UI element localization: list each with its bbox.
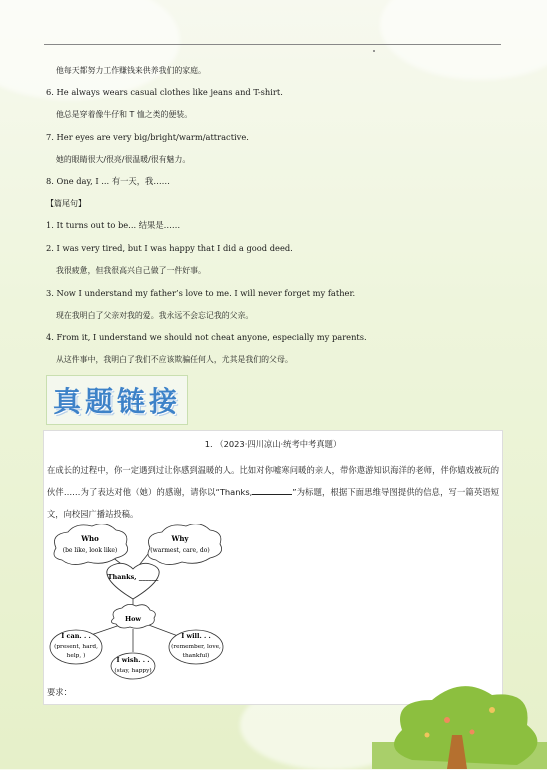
mind-map bbox=[48, 524, 228, 684]
iwish-ellipse bbox=[111, 653, 155, 679]
why-sub: (warmest, care, do) bbox=[150, 547, 210, 554]
question-text-after: ”为标题，根据下面思维导图提供的信息，写一篇英语短文，向校园广播站投稿。 bbox=[47, 487, 499, 519]
list-item: 从这件事中，我明白了我们不应该欺骗任何人，尤其是我们的父母。 bbox=[56, 355, 293, 364]
iwill-ellipse bbox=[169, 630, 223, 664]
list-item: 2. I was very tired, but I was happy that I did a good deed. bbox=[46, 243, 293, 253]
who-title: Who bbox=[81, 534, 99, 543]
who-cloud bbox=[54, 524, 128, 565]
ican-sub2: help, ) bbox=[66, 653, 86, 659]
iwill-title: I will. . . bbox=[181, 632, 211, 640]
why-title: Why bbox=[171, 534, 189, 543]
list-item: 7. Her eyes are very big/bright/warm/attractive. bbox=[46, 132, 249, 142]
question-text-before: 在成长的过程中，你一定遇到过让你感到温暖的人。比如对你嘘寒问暖的亲人，带你遨游知识海洋的老师，伴你嬉戏被玩的伙伴……为了表达对他（她）的感谢，请你以“Thanks, bbox=[47, 465, 499, 497]
question-panel bbox=[43, 430, 503, 705]
ican-sub1: (present, hard, bbox=[54, 644, 98, 650]
iwill-sub1: (remember, love, bbox=[171, 644, 221, 650]
why-cloud bbox=[148, 524, 222, 565]
question-text bbox=[47, 459, 499, 525]
list-item: 3. Now I understand my father’s love to me. I will never forget my father. bbox=[46, 288, 356, 298]
list-item: 她的眼睛很大/很亮/很温暖/很有魅力。 bbox=[56, 155, 191, 164]
list-item: 4. From it, I understand we should not cheat anyone, especially my parents. bbox=[46, 332, 367, 342]
requirement-label: 要求： bbox=[47, 687, 72, 697]
list-item: 我很疲惫，但我很高兴自己做了一件好事。 bbox=[56, 266, 206, 275]
iwish-title: I wish. . . bbox=[116, 656, 150, 664]
list-item: 1. It turns out to be... 结果是…… bbox=[46, 220, 181, 230]
iwish-sub: (stay, happy) bbox=[114, 668, 152, 674]
list-item: 他每天都努力工作赚钱来供养我们的家庭。 bbox=[56, 66, 206, 75]
how-label: How bbox=[124, 615, 142, 623]
thanks-heart bbox=[107, 563, 159, 599]
background-cloud bbox=[380, 0, 547, 80]
ican-ellipse bbox=[50, 630, 102, 664]
list-item: 6. He always wears casual clothes like jeans and T-shirt. bbox=[46, 87, 283, 97]
header-rule bbox=[44, 44, 501, 45]
section-header: 【篇尾句】 bbox=[46, 199, 86, 208]
section-banner: 真题链接 bbox=[46, 375, 188, 425]
title-blank bbox=[252, 494, 292, 495]
list-item: 他总是穿着像牛仔和 T 恤之类的便装。 bbox=[56, 110, 193, 119]
list-item: 8. One day, I ... 有一天，我…… bbox=[46, 176, 170, 186]
tree-illustration bbox=[372, 680, 547, 769]
iwill-sub2: thankful) bbox=[182, 653, 210, 659]
background-cloud bbox=[0, 0, 180, 100]
how-cloud bbox=[111, 604, 155, 628]
list-item: 现在我明白了父亲对我的爱。我永远不会忘记我的父亲。 bbox=[56, 311, 254, 320]
ican-title: I can. . . bbox=[61, 632, 91, 640]
who-sub: (be like, look like) bbox=[62, 547, 118, 554]
header-dot bbox=[373, 50, 375, 52]
question-title: 1. （2023·四川凉山·统考中考真题） bbox=[204, 439, 342, 449]
thanks-label: Thanks, ______ bbox=[107, 573, 159, 581]
